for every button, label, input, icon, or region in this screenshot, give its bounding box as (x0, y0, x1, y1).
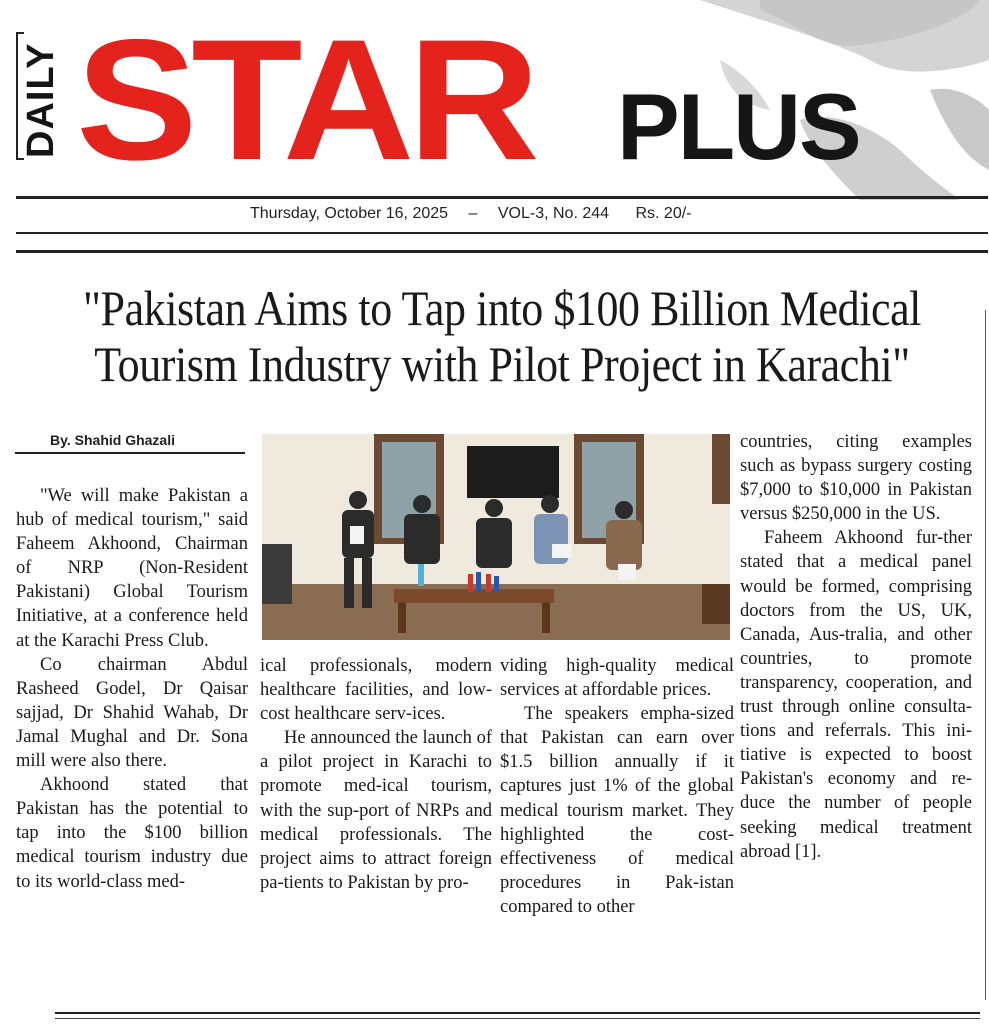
issue-volume: VOL-3, No. 244 (497, 205, 610, 222)
right-margin-rule (985, 310, 986, 1000)
article-byline: By. Shahid Ghazali (50, 432, 175, 448)
footer-rule-1 (55, 1012, 980, 1014)
dateline (250, 205, 950, 223)
masthead-rule-bottom (16, 250, 988, 253)
col3-paragraph-1: viding high-quality medical services at affordable prices. (500, 656, 734, 701)
col2-paragraph-1: ical professionals, modern healthcare facilities, and low-cost healthcare serv-ices. (260, 656, 492, 725)
col3-paragraph-2: The speakers empha-sized that Pakistan can earn over $1.5 billion annually if it captures just 1% of the global medical tourism market. They highlighted the cost-effectiveness of medical procedures in Pak-istan compared to other (500, 704, 734, 917)
masthead-plus: PLUS (617, 74, 860, 179)
headline-line-1: "Pakistan Aims to Tap into $100 Billion Medical (83, 280, 921, 336)
masthead-star: STAR (76, 4, 534, 196)
headline-line-2: Tourism Industry with Pilot Project in Karachi" (94, 336, 910, 392)
masthead-rule-top (16, 196, 988, 199)
col1-paragraph-2: Co chairman Abdul Rasheed Godel, Dr Qaisar sajjad, Dr Shahid Wahab, Dr Jamal Mughal and Dr. Sona mill were also there. (16, 654, 248, 772)
col1-paragraph-1: "We will make Pakistan a hub of medical tourism," said Faheem Akhoond, Chairman of NRP (Non-Resident Pakistani) Global Tourism Initiative, at a conference held at the Karachi Press Club. (16, 486, 248, 651)
press-conference-illustration (262, 434, 730, 640)
footer-rule-2 (55, 1018, 980, 1019)
press-conference-photo (262, 434, 730, 640)
byline-rule (15, 452, 245, 454)
article-column-4 (740, 430, 972, 864)
article-column-2 (260, 654, 492, 895)
masthead (0, 0, 989, 200)
issue-date: Thursday, October 16, 2025 (250, 205, 449, 222)
col1-paragraph-3: Akhoond stated that Pakistan has the potential to tap into the $100 billion medical tourism industry due to its world-class med- (16, 775, 248, 892)
masthead-daily: DAILY (20, 42, 62, 158)
col4-paragraph-2: Faheem Akhoond fur-ther stated that a medical panel would be formed, comprising doctors from the US, UK, Canada, Aus-tralia, and other countries, to promote transparency, cooperation, and trust through online consulta-tions and referrals. This ini-tiative is expected to boost Pakistan's economy and re-duce the number of people seeking medical treatment abroad [1]. (740, 528, 972, 862)
col4-paragraph-1: countries, citing examples such as bypass surgery costing $7,000 to $10,000 in Pakistan versus $250,000 in the US. (740, 432, 972, 525)
issue-price: Rs. 20/- (635, 205, 692, 222)
article-column-3 (500, 654, 734, 919)
article-column-1 (16, 484, 248, 894)
dateline-separator: – (468, 205, 478, 222)
masthead-rule-mid (16, 232, 988, 234)
col2-paragraph-2: He announced the launch of a pilot project in Karachi to promote med-ical tourism, with the sup-port of NRPs and medical professionals. The project aims to attract foreign pa-tients to Pakistan by pro- (260, 728, 492, 893)
article-headline (80, 280, 925, 392)
